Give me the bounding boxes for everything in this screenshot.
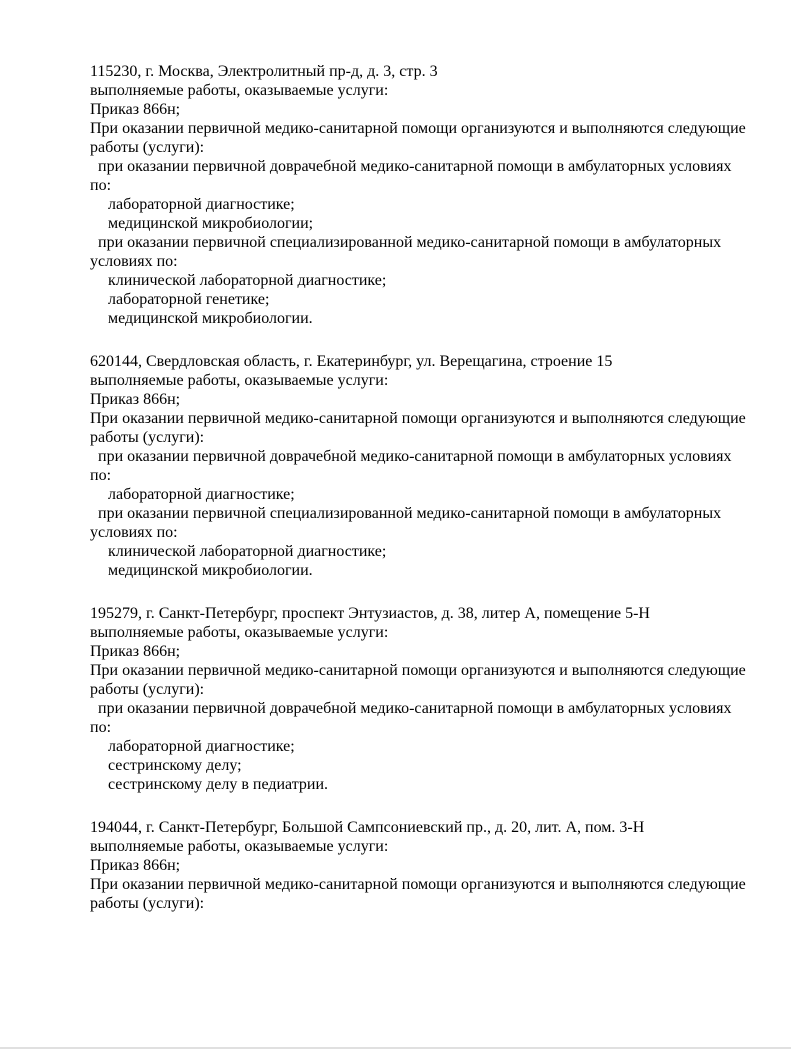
service-item: лабораторной диагностике; xyxy=(108,738,295,755)
text-line: работы (услуги): xyxy=(90,681,205,698)
service-item: лабораторной диагностике; xyxy=(108,196,295,213)
license-address-block xyxy=(90,818,745,913)
service-item: клинической лабораторной диагностике; xyxy=(108,543,387,560)
text-line: при оказании первичной специализированной медико-санитарной помощи в амбулаторных xyxy=(98,505,722,522)
service-item: медицинской микробиологии. xyxy=(108,310,313,327)
text-line: Приказ 866н; xyxy=(90,857,181,874)
bottom-divider xyxy=(0,1047,791,1049)
address-line: 194044, г. Санкт-Петербург, Большой Сампсониевский пр., д. 20, лит. А, пом. 3-Н xyxy=(90,819,645,836)
text-line: При оказании первичной медико-санитарной помощи организуются и выполняются следующие xyxy=(90,876,746,893)
service-item: лабораторной диагностике; xyxy=(108,486,295,503)
address-line: 115230, г. Москва, Электролитный пр-д, д. 3, стр. 3 xyxy=(90,63,438,80)
text-line: при оказании первичной доврачебной медико-санитарной помощи в амбулаторных условиях xyxy=(98,158,732,175)
license-address-block xyxy=(90,604,745,794)
text-line: работы (услуги): xyxy=(90,139,205,156)
text-line: условиях по: xyxy=(90,524,178,541)
text-line: по: xyxy=(90,177,112,194)
text-line: при оказании первичной доврачебной медико-санитарной помощи в амбулаторных условиях xyxy=(98,700,732,717)
license-address-block xyxy=(90,62,745,328)
service-item: сестринскому делу в педиатрии. xyxy=(108,776,329,793)
service-item: медицинской микробиологии; xyxy=(108,215,314,232)
text-line: выполняемые работы, оказываемые услуги: xyxy=(90,372,389,389)
text-line: работы (услуги): xyxy=(90,429,205,446)
text-line: выполняемые работы, оказываемые услуги: xyxy=(90,624,389,641)
text-line: Приказ 866н; xyxy=(90,643,181,660)
text-line: работы (услуги): xyxy=(90,895,205,912)
text-line: При оказании первичной медико-санитарной помощи организуются и выполняются следующие xyxy=(90,662,746,679)
service-item: лабораторной генетике; xyxy=(108,291,270,308)
address-line: 195279, г. Санкт-Петербург, проспект Энтузиастов, д. 38, литер А, помещение 5-Н xyxy=(90,605,650,622)
text-line: при оказании первичной доврачебной медико-санитарной помощи в амбулаторных условиях xyxy=(98,448,732,465)
service-item: медицинской микробиологии. xyxy=(108,562,313,579)
service-item: сестринскому делу; xyxy=(108,757,242,774)
license-address-block xyxy=(90,352,745,580)
service-item: клинической лабораторной диагностике; xyxy=(108,272,387,289)
text-line: выполняемые работы, оказываемые услуги: xyxy=(90,838,389,855)
address-line: 620144, Свердловская область, г. Екатеринбург, ул. Верещагина, строение 15 xyxy=(90,353,613,370)
text-line: по: xyxy=(90,719,112,736)
text-line: по: xyxy=(90,467,112,484)
text-line: выполняемые работы, оказываемые услуги: xyxy=(90,82,389,99)
text-line: условиях по: xyxy=(90,253,178,270)
text-line: При оказании первичной медико-санитарной помощи организуются и выполняются следующие xyxy=(90,410,746,427)
text-line: Приказ 866н; xyxy=(90,101,181,118)
text-line: при оказании первичной специализированной медико-санитарной помощи в амбулаторных xyxy=(98,234,722,251)
text-line: При оказании первичной медико-санитарной помощи организуются и выполняются следующие xyxy=(90,120,746,137)
text-line: Приказ 866н; xyxy=(90,391,181,408)
license-document xyxy=(90,62,745,913)
